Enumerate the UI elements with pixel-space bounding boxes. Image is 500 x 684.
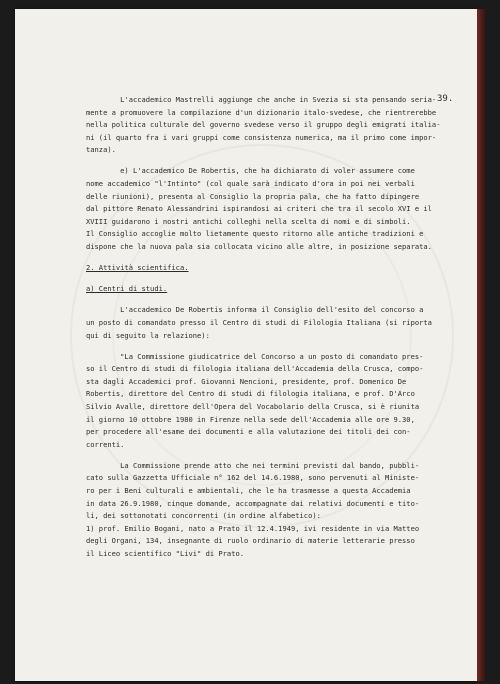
text-line: un posto di comandato presso il Centro di studi di Filologia Italiana (si riporta — [86, 317, 432, 327]
text-line: mente a promuovere la compilazione d'un dizionario italo-svedese, che rientrerebbe — [86, 107, 437, 117]
text-line: L'accademico Mastrelli aggiunge che anche in Svezia si sta pensando seria- — [86, 95, 437, 104]
text-line: Silvio Avalle, direttore dell'Opera del Vocabolario della Crusca, si è riunita — [86, 401, 420, 411]
text-line: XVIII guidarono i nostri antichi colleghi nella scelta di nomi e di simboli. — [86, 216, 411, 226]
text-line: "La Commissione giudicatrice del Concorso a un posto di comandato pres- — [86, 351, 424, 361]
text-line: sta dagli Accademici prof. Giovanni Nencioni, presidente, prof. Domenico De — [86, 376, 407, 386]
text-line: nome accademico "l'Intinto" (col quale sarà indicato d'ora in poi nei verbali — [86, 179, 415, 189]
text-line: ro per i Beni culturali e ambientali, che le ha trasmesse a questa Accademia — [86, 486, 411, 496]
text-line: ni (il quarto fra i vari gruppi come consistenza numerica, ma il primo come impor- — [86, 132, 437, 142]
text-line: cato sulla Gazzetta Ufficiale n° 162 del 14.6.1980, sono pervenuti al Ministe- — [86, 473, 420, 483]
text-line: correnti. — [86, 439, 125, 449]
text-line: e) L'accademico De Robertis, che ha dichiarato di voler assumere come — [86, 166, 415, 176]
text-line: delle riunioni), presenta al Consiglio la propria pala, che ha fatto dipingere — [86, 191, 420, 201]
text-line: dal pittore Renato Alessandrini ispirandosi ai criteri che tra il secolo XVI e il — [86, 204, 432, 214]
text-line: nella politica culturale del governo svedese verso il gruppo degli emigrati italia- — [86, 120, 441, 130]
paragraph — [86, 304, 436, 342]
text-line: a) Centri di studi. — [86, 284, 168, 294]
text-line: in data 26.9.1980, cinque domande, accompagnate dai relativi documenti e tito- — [86, 498, 420, 508]
paragraph — [86, 351, 436, 452]
section-heading — [86, 283, 436, 296]
text-line: Il Consiglio accoglie molto lietamente questo ritorno alle antiche tradizioni e — [86, 229, 424, 239]
text-line: degli Organi, 134, insegnante di ruolo ordinario di materie letterarie presso — [86, 536, 415, 546]
text-line: il Liceo scientifico "Livi" di Prato. — [86, 549, 245, 558]
section-heading — [86, 262, 436, 275]
text-line: il giorno 10 ottobre 1980 in Firenze nella sede dell'Accademia alle ore 9.30, — [86, 414, 415, 424]
text-line: L'accademico De Robertis informa il Consiglio dell'esito del concorso a — [86, 305, 424, 315]
text-line: li, dei sottonotati concorrenti (in ordine alfabetico): — [86, 511, 321, 521]
paragraph — [86, 94, 441, 157]
text-line: tanza). — [86, 145, 116, 155]
paragraph — [86, 460, 436, 561]
paragraph — [86, 165, 436, 253]
binding-spine — [477, 9, 485, 681]
document-body — [86, 94, 441, 561]
text-line: qui di seguito la relazione): — [86, 330, 210, 340]
page-number: 39. — [437, 94, 454, 104]
text-line: 1) prof. Emilio Bogani, nato a Prato il 12.4.1949, ivi residente in via Matteo — [86, 523, 420, 533]
text-line: dispone che la nuova pala sia collocata vicino alle altre, in posizione separata. — [86, 242, 432, 252]
text-line: La Commissione prende atto che nei termini previsti dal bando, pubbli- — [86, 460, 420, 470]
text-line: Robertis, direttore del Centro di studi di filologia italiana, e prof. D'Arco — [86, 389, 415, 399]
text-line: per procedere all'esame dei documenti e alla valutazione dei titoli dei con- — [86, 427, 411, 437]
text-line: so il Centro di studi di filologia italiana dell'Accademia della Crusca, compo- — [86, 364, 424, 374]
text-line: 2. Attività scientifica. — [86, 263, 189, 273]
